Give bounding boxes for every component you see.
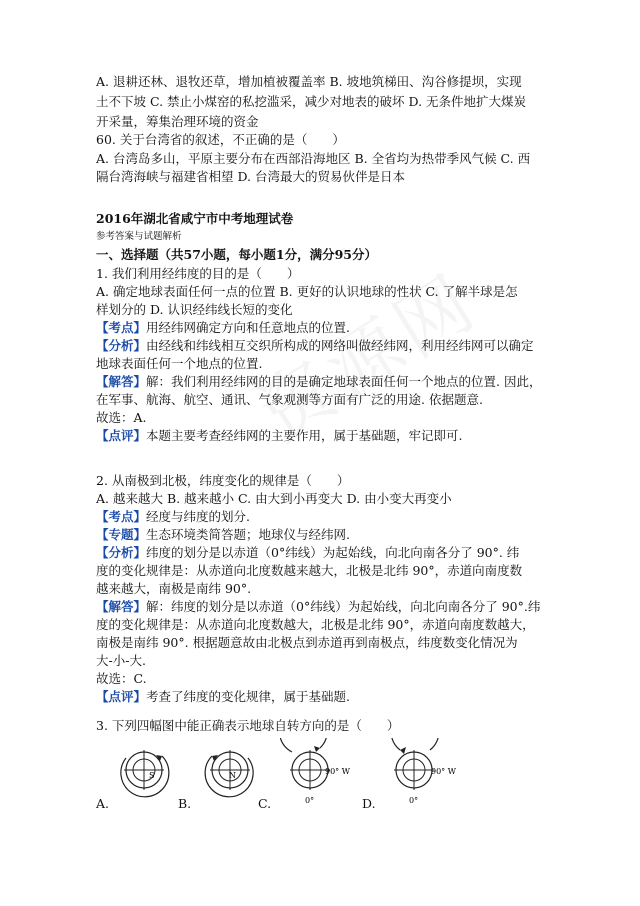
fenxi-text: 纬度的划分是以赤道（0°纬线）为起始线，向北向南各分了 90°. 纬: [146, 545, 520, 560]
q2-stem: 2. 从南极到北极，纬度变化的规律是（ ）: [96, 473, 350, 488]
q1-answer: 故选：A.: [96, 410, 147, 425]
q3-figure-a: [112, 738, 176, 802]
doc-subtitle: 参考答案与试题解析: [96, 231, 182, 242]
zhuanti-tag: 【专题】: [96, 527, 147, 542]
jieda-tag: 【解答】: [96, 599, 147, 614]
q2-jieda: [96, 598, 540, 616]
q2-jieda-cont-2: 南极是南纬 90°. 根据题意故由北极点到赤道再到南极点，纬度数变化情况为: [96, 635, 518, 650]
kaodian-text: 用经纬网确定方向和任意地点的位置.: [146, 320, 350, 335]
q2-jieda-cont-1: 度的变化规律是：从赤道向北度数越大，北极是北纬 90°，赤道向南度数越大，: [96, 617, 535, 632]
q2-dianping: [96, 688, 350, 706]
q3-figure-d-bottom: 0°: [409, 796, 419, 805]
q3-figure-c: [280, 738, 356, 808]
q1-jieda-cont: 在军事、航海、航空、通讯、气象观测等方面有广泛的用途. 依据题意.: [96, 392, 483, 407]
fenxi-tag: 【分析】: [96, 338, 147, 353]
q60-stem: 60. 关于台湾省的叙述，不正确的是（ ）: [96, 132, 345, 147]
jieda-text: 解：我们利用经纬网的目的是确定地球表面任何一个地点的位置. 因此，: [146, 374, 542, 389]
q2-options: A. 越来越大 B. 越来越小 C. 由大到小再变大 D. 由小变大再变小: [96, 491, 452, 506]
fenxi-tag: 【分析】: [96, 545, 147, 560]
q2-zhuanti: [96, 526, 350, 544]
jieda-tag: 【解答】: [96, 374, 147, 389]
q60-option-line-2: 隔台湾海峡与福建省相望 D. 台湾最大的贸易伙伴是日本: [96, 169, 405, 184]
q2-fenxi-cont-1: 度的变化规律是：从赤道向北度数越来越大，北极是北纬 90°，赤道向南度数: [96, 563, 523, 578]
q1-option-line-2: 样划分的 D. 认识经纬线长短的变化: [96, 302, 293, 317]
q3-figure-b-pole: N: [229, 771, 236, 780]
q1-fenxi: [96, 337, 534, 355]
dianping-tag: 【点评】: [96, 428, 147, 443]
q3-figure-d-label: D.: [362, 796, 376, 811]
q1-fenxi-cont: 地球表面任何一个地点的位置.: [96, 356, 263, 371]
q3-figure-a-pole: S: [149, 771, 155, 780]
q3-stem: 3. 下列四幅图中能正确表示地球自转方向的是（ ）: [96, 718, 400, 733]
q60-option-line-1: A. 台湾岛多山，平原主要分布在西部沿海地区 B. 全省均为热带季风气候 C. 西: [96, 151, 531, 166]
q1-option-line-1: A. 确定地球表面任何一点的位置 B. 更好的认识地球的性状 C. 了解半球是怎: [96, 284, 518, 299]
dianping-text: 考查了纬度的变化规律，属于基础题.: [146, 689, 350, 704]
q1-jieda: [96, 373, 541, 391]
prev-option-line-2: 土不下坡 C. 禁止小煤窑的私挖滥采，减少对地表的破坏 D. 无条件地扩大煤炭: [96, 94, 527, 109]
q1-stem: 1. 我们利用经纬度的目的是（ ）: [96, 266, 300, 281]
q3-figure-d-meridian: 90° W: [431, 767, 456, 776]
q3-figure-d: [384, 738, 464, 808]
dianping-text: 本题主要考查经纬网的主要作用，属于基础题，牢记即可.: [146, 428, 463, 443]
jieda-text: 解：纬度的划分是以赤道（0°纬线）为起始线，向北向南各分了 90°.纬: [146, 599, 541, 614]
q1-dianping: [96, 427, 463, 445]
fenxi-text: 由经线和纬线相互交织所构成的网络叫做经纬网，利用经纬网可以确定: [146, 338, 534, 353]
kaodian-tag: 【考点】: [96, 509, 147, 524]
q2-jieda-cont-3: 大-小-大.: [96, 653, 146, 668]
q3-figure-a-label: A.: [96, 796, 110, 811]
section-heading: 一、选择题（共57小题，每小题1分，满分95分）: [96, 247, 377, 262]
q2-fenxi-cont-2: 越来越大，南极是南纬 90°.: [96, 581, 252, 596]
kaodian-text: 经度与纬度的划分.: [146, 509, 250, 524]
q2-fenxi: [96, 544, 519, 562]
q3-figure-c-meridian: 90° W: [325, 767, 350, 776]
kaodian-tag: 【考点】: [96, 320, 147, 335]
dianping-tag: 【点评】: [96, 689, 147, 704]
zhuanti-text: 生态环境类简答题；地球仪与经纬网.: [146, 527, 350, 542]
q3-figure-c-label: C.: [258, 796, 272, 811]
q2-answer: 故选：C.: [96, 671, 147, 686]
doc-title: 2016年湖北省咸宁市中考地理试卷: [96, 211, 294, 226]
q3-figure-b: [198, 738, 262, 802]
q3-figure-b-label: B.: [178, 796, 192, 811]
prev-option-line-3: 开采量，筹集治理环境的资金: [96, 114, 259, 129]
q1-kaodian: [96, 319, 350, 337]
prev-option-line-1: A. 退耕还林、退牧还草，增加植被覆盖率 B. 坡地筑梯田、沟谷修提坝，实现: [96, 74, 522, 89]
q2-kaodian: [96, 508, 250, 526]
q3-figure-c-bottom: 0°: [305, 796, 315, 805]
